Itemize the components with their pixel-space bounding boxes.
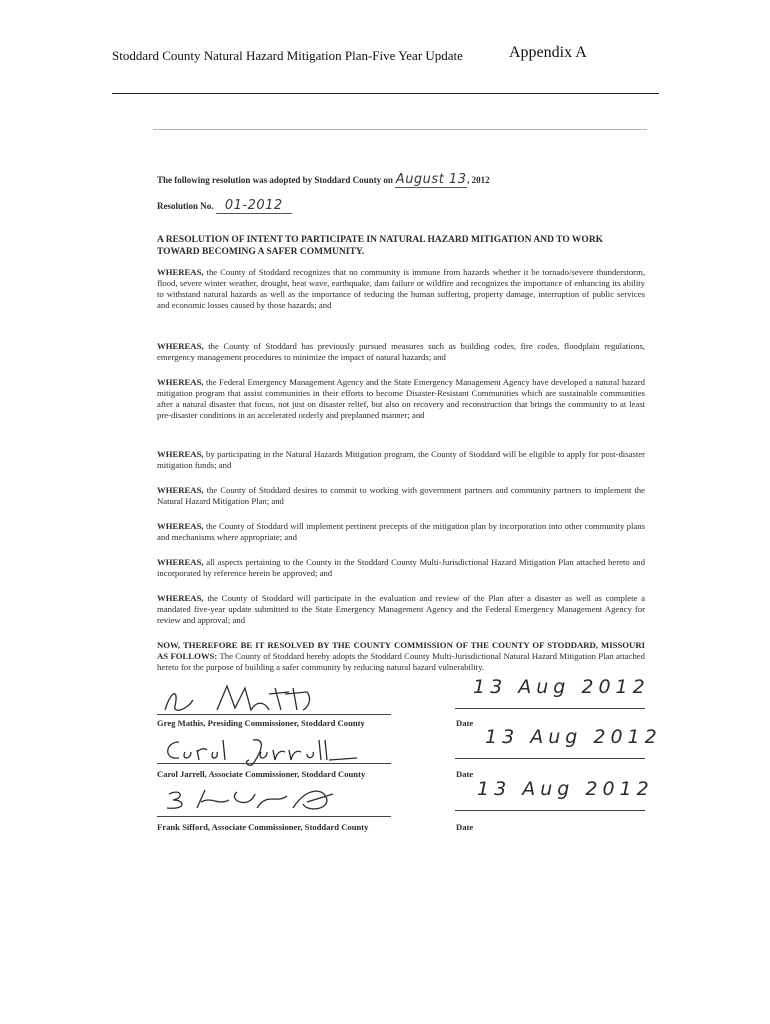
whereas-lead: WHEREAS,: [157, 557, 204, 567]
whereas-lead: WHEREAS,: [157, 341, 204, 351]
date-line: [455, 708, 645, 709]
resolution-number-handwritten: 01-2012: [216, 199, 292, 214]
date-line: [455, 758, 645, 759]
whereas-paragraph: [157, 449, 645, 471]
handwritten-signature-mathis: [157, 680, 357, 716]
handwritten-date: 13 Aug 2012: [473, 676, 650, 698]
date-label: Date: [456, 718, 474, 728]
adoption-year: , 2012: [467, 175, 490, 185]
handwritten-signature-sifford: [157, 784, 357, 814]
whereas-text: the County of Stoddard will participate in the evaluation and review of the Plan after a disaster as well as complete a mandated five-year update submitted to the State Emergency Management Agency and the Federal Emergency Management Agency for review and approval; and: [157, 593, 645, 626]
resolved-lead: NOW, THEREFORE BE IT RESOLVED BY THE COUNTY COMMISSION OF THE COUNTY OF STODDARD, MISSOURI AS FOLLOWS:: [157, 640, 645, 662]
scanned-resolution: [150, 124, 662, 844]
whereas-lead: WHEREAS,: [157, 485, 204, 495]
whereas-lead: WHEREAS,: [157, 593, 204, 603]
signer-name: Frank Sifford, Associate Commissioner, Stoddard County: [157, 822, 369, 832]
whereas-paragraph: [157, 485, 645, 507]
whereas-text: the Federal Emergency Management Agency and the State Emergency Management Agency have developed a natural hazard mitigation program that assist communities in their efforts to become Disaster-Resistant Communities which are sustainable communities after a natural disaster that focus, not just on disaster relief, but also on recovery and reconstruction that brings the community to at least pre-disaster conditions in an accelerated orderly and preplanned manner; and: [157, 377, 645, 421]
header-divider: [112, 93, 659, 94]
signer-name: Carol Jarrell, Associate Commissioner, Stoddard County: [157, 769, 366, 779]
whereas-paragraph: [157, 557, 645, 579]
handwritten-date: 13 Aug 2012: [485, 726, 662, 748]
whereas-text: the County of Stoddard will implement pertinent precepts of the mitigation plan by incorporation into other community plans and mechanisms where appropriate; and: [157, 521, 645, 543]
whereas-paragraph: [157, 341, 645, 363]
date-label: Date: [456, 769, 474, 779]
whereas-lead: WHEREAS,: [157, 377, 204, 387]
adoption-prefix: The following resolution was adopted by Stoddard County on: [157, 175, 393, 185]
whereas-text: the County of Stoddard desires to commit to working with government partners and community partners to implement the Natural Hazard Mitigation Plan; and: [157, 485, 645, 507]
handwritten-date: 13 Aug 2012: [477, 778, 654, 800]
appendix-label: Appendix A: [509, 44, 587, 61]
signature-line: [157, 816, 391, 817]
resolution-number-line: [157, 199, 292, 214]
date-label: Date: [456, 822, 474, 832]
whereas-paragraph: [157, 377, 645, 421]
whereas-paragraph: [157, 521, 645, 543]
adoption-date-handwritten: August 13: [395, 172, 467, 187]
whereas-text: all aspects pertaining to the County in the Stoddard County Multi-Jurisdictional Hazard Mitigation Plan attached hereto and incorporated by reference herein be approved; and: [157, 557, 645, 579]
signature-line: [157, 763, 391, 764]
signer-name: Greg Mathis, Presiding Commissioner, Stoddard County: [157, 718, 365, 728]
whereas-text: the County of Stoddard has previously pursued measures such as building codes, fire codes, floodplain regulations, emergency management procedures to minimize the impact of natural hazards; and: [157, 341, 645, 363]
whereas-lead: WHEREAS,: [157, 449, 204, 459]
signature-line: [157, 714, 391, 715]
whereas-lead: WHEREAS,: [157, 267, 204, 277]
signature-block-sifford: [155, 778, 654, 842]
resolved-paragraph: [157, 640, 645, 673]
whereas-paragraph: [157, 593, 645, 626]
resolution-number-label: Resolution No.: [157, 201, 214, 211]
whereas-paragraph: [157, 267, 645, 311]
document-title: Stoddard County Natural Hazard Mitigation Plan-Five Year Update: [112, 48, 463, 63]
date-line: [455, 810, 645, 811]
resolved-text: The County of Stoddard hereby adopts the Stoddard County Multi-Jurisdictional Natural Hazard Mitigation Plan attached hereto for the purpose of building a safer community by reducing natural hazard vulnerability.: [157, 651, 645, 673]
whereas-text: the County of Stoddard recognizes that no community is immune from hazards whether it be tornado/severe thunderstorm, flood, severe winter weather, drought, heat wave, earthquake, dam failure or wildfire and recognizes the importance of enhancing its ability to withstand natural hazards as well as the importance of reducing the human suffering, property damage, interruption of public services and economic losses caused by those hazards; and: [157, 267, 645, 311]
whereas-text: by participating in the Natural Hazards Mitigation program, the County of Stoddard will be eligible to apply for post-disaster mitigation funds; and: [157, 449, 645, 471]
whereas-lead: WHEREAS,: [157, 521, 204, 531]
scan-top-rule: [153, 129, 647, 130]
resolution-title: A RESOLUTION OF INTENT TO PARTICIPATE IN NATURAL HAZARD MITIGATION AND TO WORK TOWARD BECOMING A SAFER COMMUNITY.: [157, 235, 604, 257]
handwritten-signature-jarrell: [157, 732, 357, 766]
adoption-statement: [157, 173, 637, 188]
